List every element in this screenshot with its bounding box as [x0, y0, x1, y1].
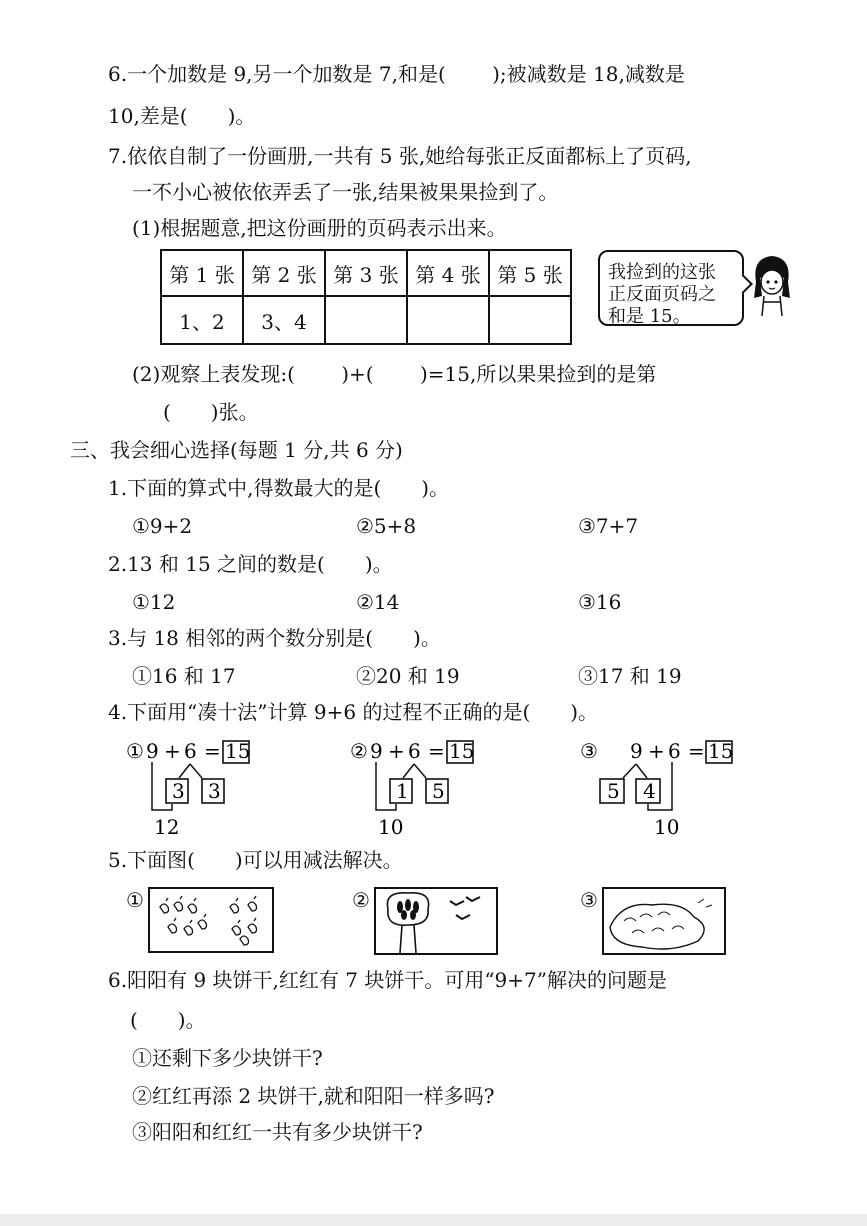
- split-value: 5: [432, 779, 445, 803]
- eq-equals: =: [688, 739, 705, 763]
- s3-q2-option[interactable]: ③16: [578, 590, 622, 614]
- s3-q6-option[interactable]: ③阳阳和红红一共有多少块饼干?: [132, 1120, 423, 1144]
- table-cell: 3、4: [243, 296, 325, 344]
- split-value: 4: [643, 779, 656, 803]
- q7-sub2-line1: (2)观察上表发现:( )+( )=15,所以果果捡到的是第: [132, 362, 657, 386]
- eq-a: 9: [630, 739, 643, 763]
- s3-q6-line1: 6.阳阳有 9 块饼干,红红有 7 块饼干。可用“9+7”解决的问题是: [108, 968, 667, 992]
- s3-q6-option[interactable]: ①还剩下多少块饼干?: [132, 1046, 323, 1070]
- eq-result: 15: [708, 739, 734, 763]
- table-header: 第 4 张: [407, 250, 489, 296]
- q6-line1: 6.一个加数是 9,另一个加数是 7,和是( );被减数是 18,减数是: [108, 62, 685, 86]
- make-ten-diagram-3[interactable]: [578, 738, 738, 838]
- split-value: 1: [396, 779, 409, 803]
- eq-a: 9: [146, 739, 159, 763]
- option-marker: ③: [580, 739, 598, 763]
- eq-a: 9: [370, 739, 383, 763]
- s3-q2-option[interactable]: ②14: [356, 590, 400, 614]
- eq-result: 15: [225, 739, 251, 763]
- chickens-picture[interactable]: [148, 887, 274, 953]
- bubble-line: 和是 15。: [608, 306, 691, 327]
- total-value: 10: [654, 815, 680, 838]
- girl-illustration: [748, 252, 796, 320]
- section-title: 三、我会细心选择(每题 1 分,共 6 分): [70, 438, 403, 462]
- table-header: 第 1 张: [161, 250, 243, 296]
- bubble-line: 正反面页码之: [608, 284, 716, 305]
- make-ten-diagram-1[interactable]: [124, 738, 264, 838]
- option-marker: ①: [126, 888, 144, 912]
- option-marker: ③: [580, 888, 598, 912]
- s3-q3-option[interactable]: ②20 和 19: [356, 664, 460, 688]
- table-cell-blank[interactable]: [489, 296, 571, 344]
- table-header: 第 2 张: [243, 250, 325, 296]
- eq-equals: =: [204, 739, 221, 763]
- q7-sub1: (1)根据题意,把这份画册的页码表示出来。: [132, 216, 507, 240]
- option-marker: ②: [352, 888, 370, 912]
- s3-q3-stem: 3.与 18 相邻的两个数分别是( )。: [108, 626, 441, 650]
- eq-equals: =: [428, 739, 445, 763]
- eq-plus: +: [648, 739, 665, 763]
- s3-q2-option[interactable]: ①12: [132, 590, 176, 614]
- q7-sub2-line2: ( )张。: [163, 400, 259, 424]
- option-marker: ②: [350, 739, 368, 763]
- page-bottom-edge: [0, 1214, 867, 1226]
- split-value: 3: [208, 779, 221, 803]
- s3-q6-option[interactable]: ②红红再添 2 块饼干,就和阳阳一样多吗?: [132, 1084, 495, 1108]
- s3-q4-stem: 4.下面用“凑十法”计算 9+6 的过程不正确的是( )。: [108, 700, 599, 724]
- table-header: 第 3 张: [325, 250, 407, 296]
- table-cell-blank[interactable]: [407, 296, 489, 344]
- s3-q2-stem: 2.13 和 15 之间的数是( )。: [108, 552, 393, 576]
- eq-plus: +: [388, 739, 405, 763]
- split-value: 3: [172, 779, 185, 803]
- eq-b: 6: [408, 739, 421, 763]
- s3-q1-option[interactable]: ②5+8: [356, 514, 417, 538]
- s3-q1-stem: 1.下面的算式中,得数最大的是( )。: [108, 476, 450, 500]
- s3-q1-option[interactable]: ①9+2: [132, 514, 193, 538]
- tree-birds-picture[interactable]: [374, 887, 498, 955]
- make-ten-diagram-2[interactable]: [348, 738, 488, 838]
- bubble-line: 我捡到的这张: [608, 262, 716, 283]
- speech-bubble: [598, 250, 744, 326]
- total-value: 12: [154, 815, 180, 838]
- table-header: 第 5 张: [489, 250, 571, 296]
- s3-q1-option[interactable]: ③7+7: [578, 514, 639, 538]
- eq-b: 6: [184, 739, 197, 763]
- q6-line2: 10,差是( )。: [108, 104, 256, 128]
- s3-q5-stem: 5.下面图( )可以用减法解决。: [108, 848, 403, 872]
- table-cell-blank[interactable]: [325, 296, 407, 344]
- eq-plus: +: [164, 739, 181, 763]
- option-marker: ①: [126, 739, 144, 763]
- s3-q6-line2: ( )。: [130, 1008, 206, 1032]
- sketch-picture[interactable]: [602, 887, 726, 955]
- split-value: 5: [607, 779, 620, 803]
- eq-result: 15: [449, 739, 475, 763]
- page-number-table: [160, 249, 572, 345]
- s3-q3-option[interactable]: ③17 和 19: [578, 664, 682, 688]
- eq-b: 6: [668, 739, 681, 763]
- table-cell: 1、2: [161, 296, 243, 344]
- q7-line1: 7.依依自制了一份画册,一共有 5 张,她给每张正反面都标上了页码,: [108, 144, 692, 168]
- q7-line2: 一不小心被依依弄丢了一张,结果被果果捡到了。: [132, 180, 559, 204]
- s3-q3-option[interactable]: ①16 和 17: [132, 664, 236, 688]
- total-value: 10: [378, 815, 404, 838]
